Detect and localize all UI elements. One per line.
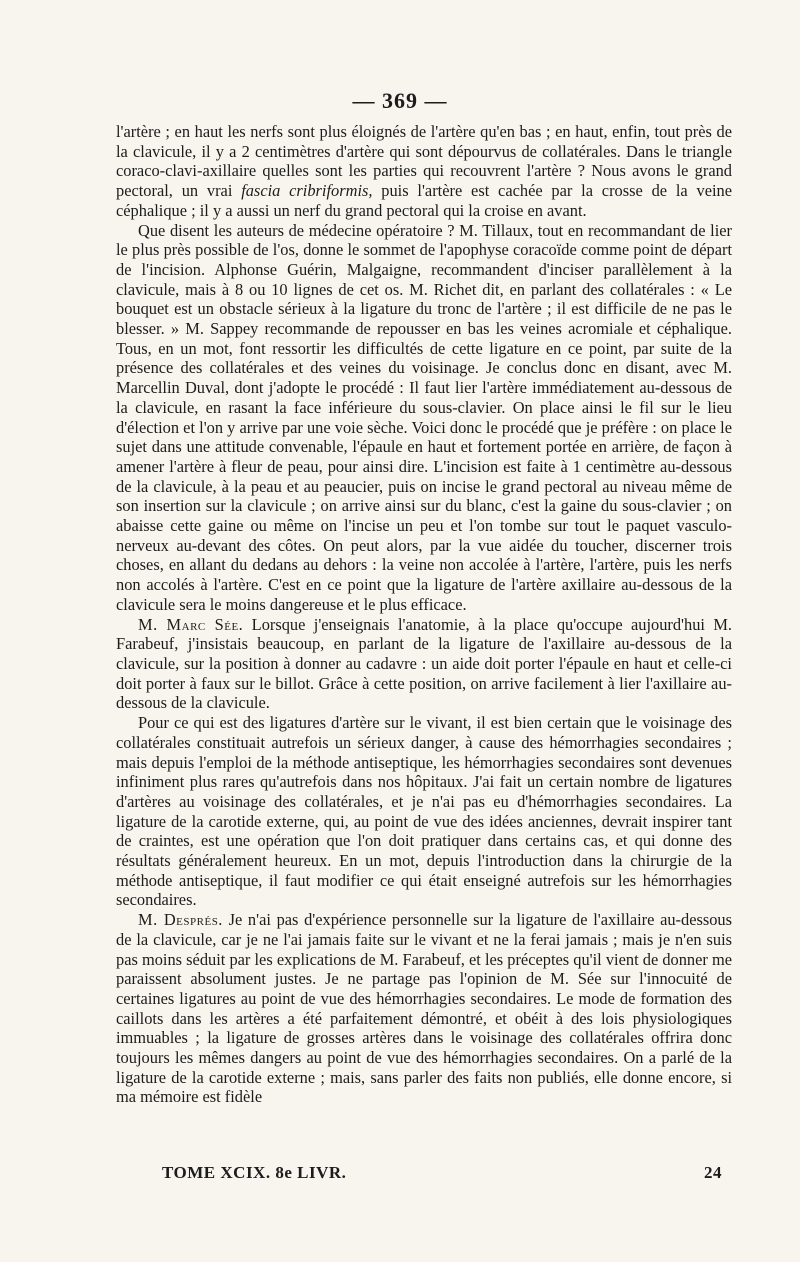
paragraph-2: Que disent les auteurs de médecine opératoire ? M. Tillaux, tout en recommandant de lier le plus près possible de l'os, donne le sommet de l'apophyse coracoïde comme point de départ de l'incision. Alphonse Guérin, Malgaigne, recommandent d'inciser parallèlement à la clavicule, mais à 8 ou 10 lignes de cet os. M. Richet dit, en parlant des collatérales : « Le bouquet est un obstacle sérieux à la ligature du tronc de l'artère ; il est difficile de ne pas le blesser. » M. Sappey recommande de repousser en bas les veines acromiale et céphalique. Tous, en un mot, font ressortir les difficultés de cette ligature en ce point, par suite de la présence des collatérales et des veines du voisinage. Je conclus donc en disant, avec M. Marcellin Duval, dont j'adopte le procédé : Il faut lier l'artère immédiatement au-dessous de la clavicule, en rasant la face inférieure du sous-clavier. On place ainsi le fil sur le lieu d'élection et l'on y arrive par une voie sèche. Voici donc le procédé que je préfère : on place le sujet dans une attitude convenable, l'épaule en haut et fortement portée en arrière, de façon à amener l'artère à fleur de peau, pour ainsi dire. L'incision est faite à 1 centimètre au-dessous de la clavicule, à la peau et au peaucier, puis on incise le grand pectoral au niveau même de son insertion sur la clavicule ; on arrive ainsi sur du blanc, c'est la gaine du sous-clavier ; on abaisse cette gaine ou même on l'incise un peu et l'on tombe sur tout le paquet vasculo-nerveux au-devant des côtes. On peut alors, par la vue aidée du toucher, discerner trois choses, en allant du dedans au dehors : la veine non accolée à l'artère, l'artère, puis les nerfs non accolés à l'artère. C'est en ce point que la ligature de l'artère axillaire au-dessous de la clavicule sera le moins dangereuse et le plus efficace. [116,220,732,614]
paragraph-3 [116,615,732,714]
footer-volume-label: TOME XCIX. 8e LIVR. [162,1163,347,1182]
paragraph-1-italic-term: fascia cribriformis, [241,181,373,201]
footer-signature-number: 24 [704,1163,722,1182]
paragraph-1-text-after: puis l'artère est cachée par la crosse de la veine céphalique ; il y a aussi un nerf du grand pectoral qui la croise en avant. [116,181,732,220]
body-text [116,122,732,1107]
speaker-marc-see: M. Marc Sée. [138,614,244,634]
paragraph-1 [116,122,732,221]
paragraph-3-text: Lorsque j'enseignais l'anatomie, à la place qu'occupe aujourd'hui M. Farabeuf, j'insistais beaucoup, en parlant de la ligature de l'axillaire au-dessous de la clavicule, sur la position à donner au cadavre : un aide doit porter l'épaule en haut et celle-ci doit porter à faux sur le billot. Grâce à cette position, on arrive facilement à lier l'axillaire au-dessous de la clavicule. [116,614,732,713]
paragraph-4: Pour ce qui est des ligatures d'artère sur le vivant, il est bien certain que le voisinage des collatérales constituait autrefois un sérieux danger, à cause des hémorrhagies secondaires ; mais depuis l'emploi de la méthode antiseptique, les hémorrhagies secondaires sont devenues infiniment plus rares qu'autrefois dans nos hôpitaux. J'ai fait un certain nombre de ligatures d'artères au voisinage des collatérales, et je n'ai pas eu d'hémorrhagies secondaires. La ligature de la carotide externe, qui, au point de vue des idées anciennes, devrait inspirer tant de craintes, est une opération que l'on doit pratiquer dans certains cas, et qui donne des résultats généralement heureux. En un mot, depuis l'introduction dans la chirurgie de la méthode antiseptique, il faut modifier ce qui était enseigné autrefois sur les hémorrhagies secondaires. [116,713,732,910]
speaker-despres: M. Després. [138,910,223,930]
page-number: — 369 — [352,88,448,113]
paragraph-5-text: Je n'ai pas d'expérience personnelle sur la ligature de l'axillaire au-dessous de la clavicule, car je ne l'ai jamais faite sur le vivant et ne la ferai jamais ; mais je n'en suis pas moins séduit par les explications de M. Farabeuf, et les préceptes qu'il vient de donner me paraissent absolument justes. Je ne partage pas l'opinion de M. Sée sur l'innocuité de certaines ligatures au point de vue des hémorrhagies secondaires. Le mode de formation des caillots dans les artères a été parfaitement démontré, et obéit à des lois physiologiques immuables ; la ligature de grosses artères dans le voisinage des collatérales offrira donc toujours les mêmes dangers au point de vue des hémorrhagies secondaires. On a parlé de la ligature de la carotide externe ; mais, sans parler des faits non publiés, elle donne encore, si ma mémoire est fidèle [116,910,732,1107]
page-footer [162,1163,722,1183]
paragraph-1-text-before: l'artère ; en haut les nerfs sont plus éloignés de l'artère qu'en bas ; en haut, enfin, tout près de la clavicule, il y a 2 centimètres d'artère qui sont dépourvus de collatérales. Dans le triangle coraco-clavi-axillaire quelles sont les parties qui recouvrent l'artère ? Nous avons le grand pectoral, un vrai [116,122,732,201]
paragraph-5 [116,910,732,1107]
